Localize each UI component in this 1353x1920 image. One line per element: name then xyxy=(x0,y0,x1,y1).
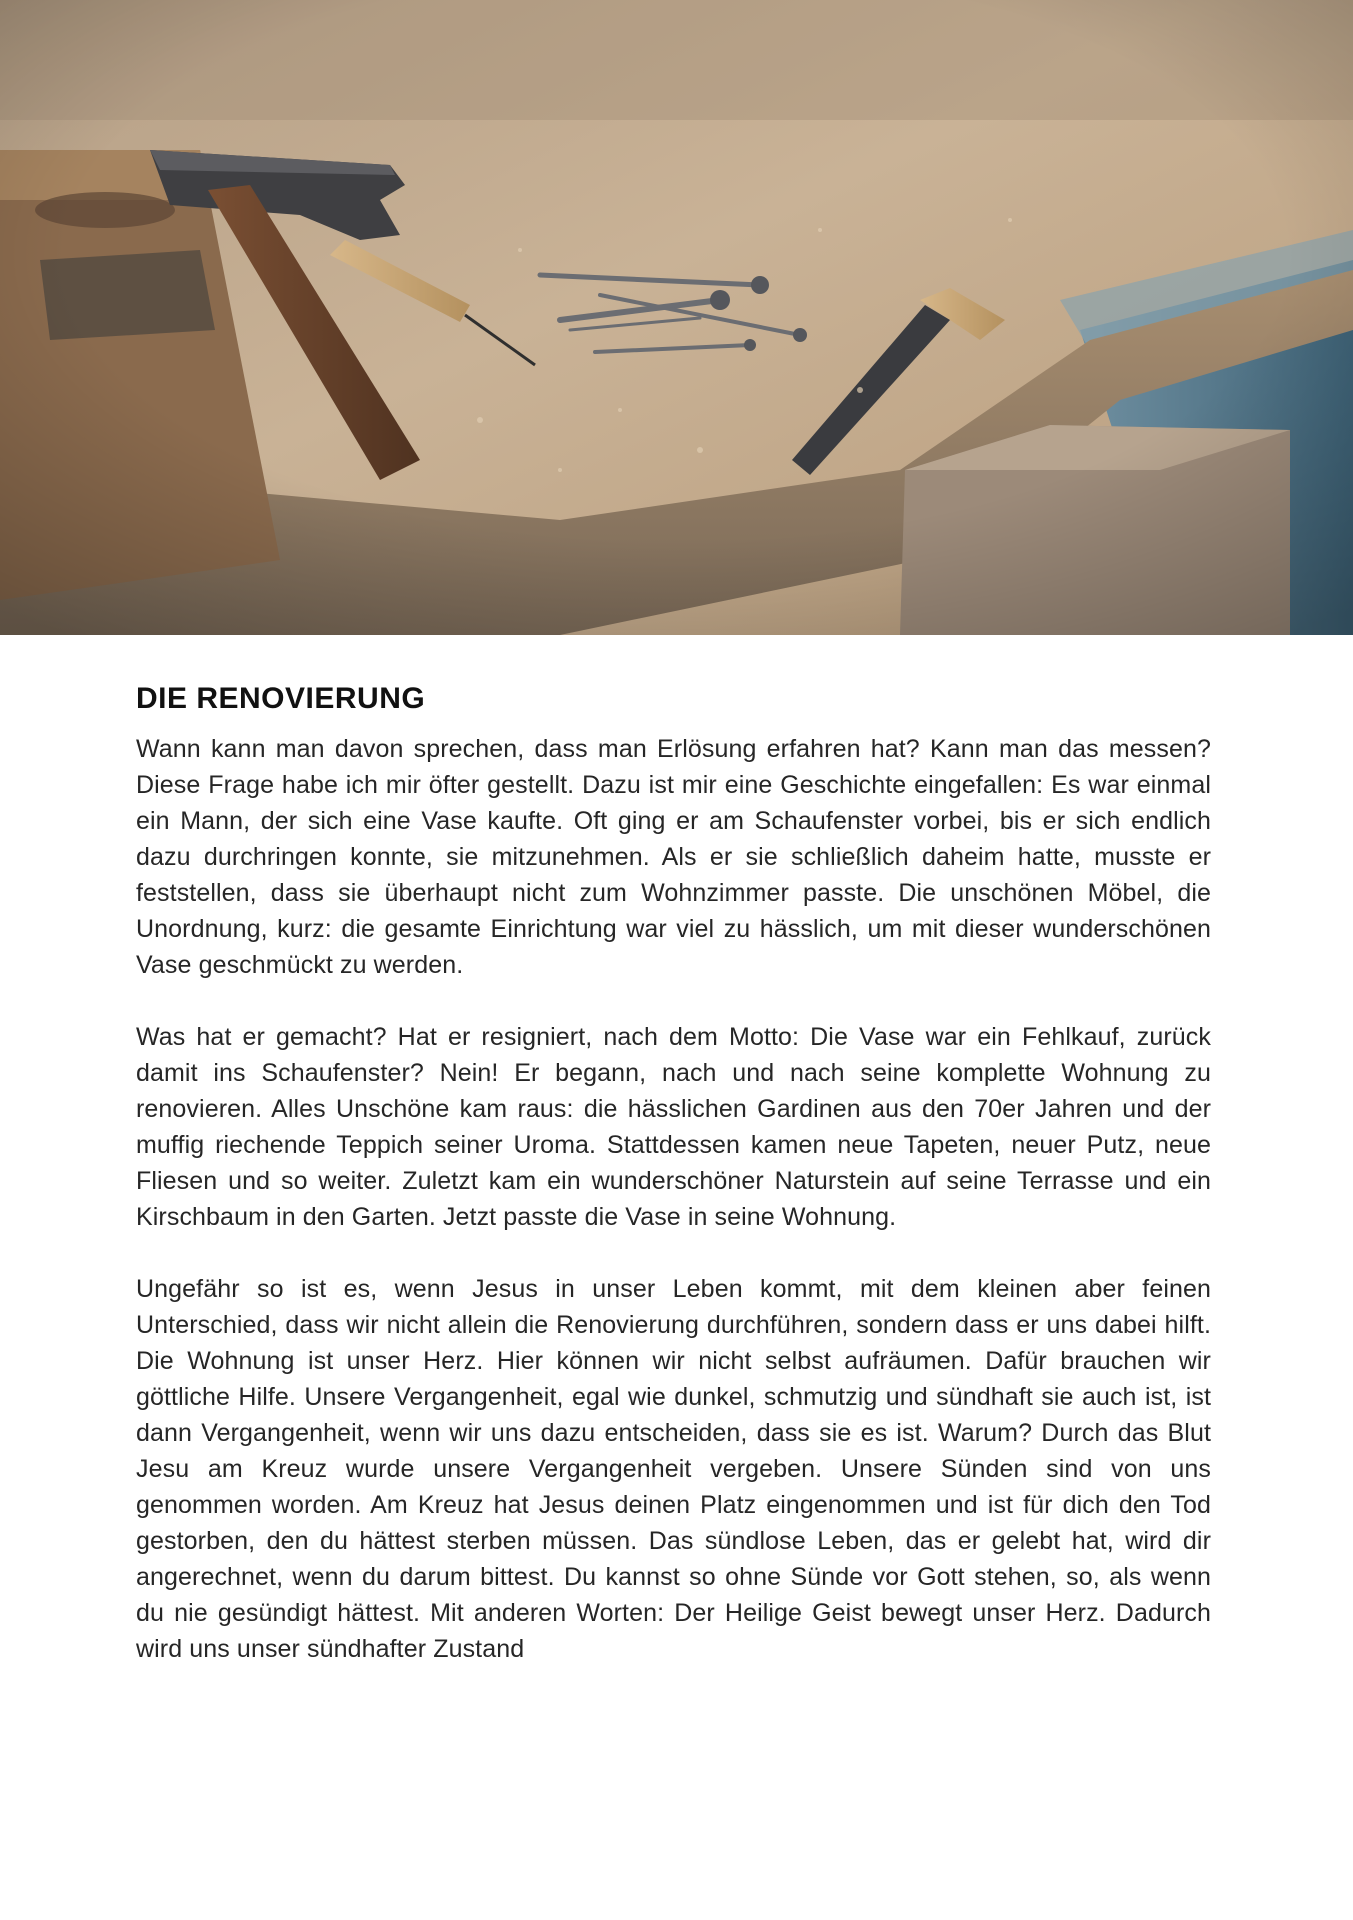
workbench-tools-photo-icon xyxy=(0,0,1353,635)
hero-photo xyxy=(0,0,1353,635)
article-paragraph-1: Wann kann man davon sprechen, dass man Erlösung erfahren hat? Kann man das messen? Diese Frage habe ich mir öfter gestellt. Dazu ist mir eine Geschichte eingefallen: Es war einmal ein Mann, der sich eine Vase kaufte. Oft ging er am Schaufenster vorbei, bis er sich endlich dazu durchringen konnte, sie mitzunehmen. Als er sie schließlich daheim hatte, musste er feststellen, dass sie überhaupt nicht zum Wohnzimmer passte. Die unschönen Möbel, die Unordnung, kurz: die gesamte Einrichtung war viel zu hässlich, um mit dieser wunderschönen Vase geschmückt zu werden. xyxy=(136,735,1211,979)
article-paragraph-2: Was hat er gemacht? Hat er resigniert, nach dem Motto: Die Vase war ein Fehlkauf, zurück damit ins Schaufenster? Nein! Er begann, nach und nach seine komplette Wohnung zu renovieren. Alles Unschöne kam raus: die hässlichen Gardinen aus den 70er Jahren und der muffig riechende Teppich seiner Uroma. Stattdessen kamen neue Tapeten, neuer Putz, neue Fliesen und so weiter. Zuletzt kam ein wunderschöner Naturstein auf seine Terrasse und ein Kirschbaum in den Garten. Jetzt passte die Vase in seine Wohnung. xyxy=(136,1023,1211,1231)
article-paragraph-3: Ungefähr so ist es, wenn Jesus in unser Leben kommt, mit dem kleinen aber feinen Unterschied, dass wir nicht allein die Renovierung durchführen, sondern dass er uns dabei hilft. Die Wohnung ist unser Herz. Hier können wir nicht selbst aufräumen. Dafür brauchen wir göttliche Hilfe. Unsere Vergangenheit, egal wie dunkel, schmutzig und sündhaft sie auch ist, ist dann Vergangenheit, wenn wir uns dazu entscheiden, dass sie es ist. Warum? Durch das Blut Jesu am Kreuz wurde unsere Vergangenheit vergeben. Unsere Sünden sind von uns genommen worden. Am Kreuz hat Jesus deinen Platz eingenommen und ist für dich den Tod gestorben, den du hättest sterben müssen. Das sündlose Leben, das er gelebt hat, wird dir angerechnet, wenn du darum bittest. Du kannst so ohne Sünde vor Gott stehen, so, als wenn du nie gesündigt hättest. Mit anderen Worten: Der Heilige Geist bewegt unser Herz. Dadurch wird uns unser sündhafter Zustand xyxy=(136,1275,1211,1663)
article-title: DIE RENOVIERUNG xyxy=(136,682,426,715)
article xyxy=(136,681,1211,1703)
